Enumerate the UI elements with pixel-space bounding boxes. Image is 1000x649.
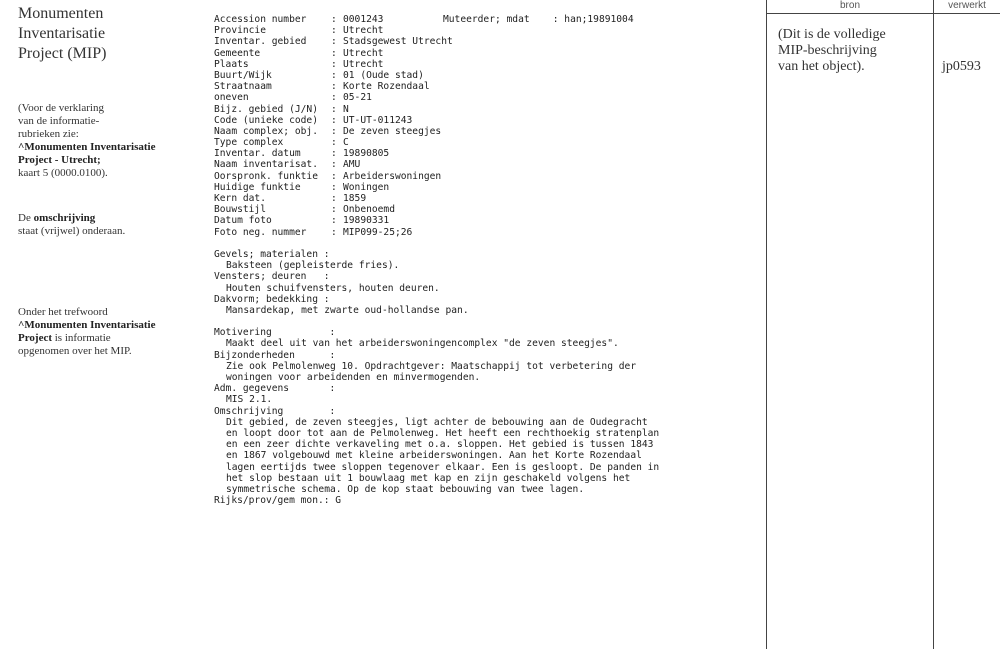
field-value: Onbenoemd [343,204,395,216]
page-title [18,4,208,64]
field-separator: : [331,159,343,171]
field-label: Huidige funktie [214,181,301,193]
field-label: Foto neg. nummer [214,226,307,238]
field-row [214,159,754,170]
field-label: Type complex [214,137,284,149]
section-heading: Gevels; materialen : [214,248,330,260]
monument-status: Rijks/prov/gem mon.: G [214,495,342,507]
header-rule [766,13,1000,14]
field-label: Datum foto [214,215,272,227]
field-separator: : [331,170,343,182]
section-heading: Vensters; deuren : [214,271,330,283]
section-heading: Omschrijving : [214,405,336,417]
section-text: MIS 2.1. [226,394,273,406]
field-value: 0001243 [343,14,384,25]
explanation-card: kaart 5 (0000.0100). [18,167,108,179]
field-label: Bijz. gebied (J/N) [214,103,318,115]
section-heading: Adm. gegevens : [214,383,336,395]
field-value: Utrecht [343,58,384,70]
verwerkt-header: verwerkt [948,0,986,11]
section-text: Mansardekap, met zwarte oud-hollandse pan. [226,304,469,316]
field-value: Woningen [343,181,390,193]
field-separator: : [331,114,343,126]
field-label: Kern dat. [214,193,266,204]
record-sections [214,249,754,495]
field-separator: : [331,137,343,149]
field-value: Arbeiderswoningen [343,170,442,182]
keyword-note-rest: is informatie opgenomen over het MIP. [18,332,132,357]
left-margin [18,4,208,357]
section-text: Dit gebied, de zeven steegjes, ligt achter de bebouwing aan de Oudegracht en loopt door tot aan de Pelmolenweg. Het heeft een rechthoekig stratenplan en een zeer dichte verkaveling met o.a. sloppen. Het gebied is tussen 1843 en 1867 volgebouwd met kleine arbeiderswoningen. Aan het Korte Rozendaal lagen eertijds twee sloppen tegenover elkaar. Een is gesloopt. De panden in het slop bestaan uit 1 bouwlaag met kap en zijn geschakeld volgens het symmetrische schema. Op de kop staat bebouwing van twee lagen. [226,416,660,496]
field-separator: : [331,58,343,70]
explanation-note [18,102,208,180]
field-separator: : [331,14,343,25]
field-row [214,126,754,137]
field-separator: : [331,125,343,137]
section-heading: Dakvorm; bedekking : [214,293,330,305]
field-separator: : [331,148,343,160]
column-divider [933,0,934,649]
field-value: C [343,137,349,149]
field-label: Gemeente [214,47,261,59]
field-value: 1859 [343,193,367,204]
field-separator: : [331,47,343,59]
field-separator: : [331,193,343,204]
field-value: 19890331 [343,215,390,227]
title-line: Project (MIP) [18,45,107,62]
field-separator: : [331,36,343,48]
field-separator: : [331,25,343,37]
column-divider [766,0,767,649]
section-gap [214,316,754,327]
accession-row [214,14,754,25]
keyword-note-pre: Onder het trefwoord [18,306,108,318]
field-separator: : [331,81,343,93]
field-separator: : [331,181,343,193]
mutator-field: Muteerder; mdat : han;19891004 [443,14,634,25]
field-row [214,204,754,215]
field-value: Korte Rozendaal [343,81,430,93]
monument-record [214,14,754,506]
field-row [214,115,754,126]
bron-text: (Dit is de volledige MIP-beschrijving van het object). [778,27,886,74]
keyword-note [18,306,208,358]
field-value: De zeven steegjes [343,125,442,137]
description-note-keyword: omschrijving [33,212,96,224]
field-separator: : [331,69,343,81]
field-separator: : [331,215,343,227]
field-value: 01 (Oude stad) [343,69,424,81]
field-label: Buurt/Wijk [214,69,272,81]
field-label: Inventar. gebied [214,36,307,48]
field-label: Code (unieke code) [214,114,318,126]
field-row [214,193,754,204]
field-value: AMU [343,159,361,171]
field-row [214,227,754,238]
field-value: N [343,103,349,115]
title-line: Monumenten [18,5,104,22]
field-label: Accession number [214,14,307,25]
description-note [18,212,208,238]
field-value: UT-UT-011243 [343,114,413,126]
keyword-note-keyword: ^Monumenten Inventarisatie Project [18,319,156,344]
field-label: Provincie [214,25,266,37]
field-row [214,215,754,226]
field-label: Naam complex; obj. [214,125,318,137]
field-separator: : [331,103,343,115]
field-label: Straatnaam [214,81,272,93]
field-label: Inventar. datum [214,148,301,160]
field-row [214,182,754,193]
field-value: 19890805 [343,148,390,160]
field-separator: : [331,226,343,238]
field-row [214,25,754,36]
field-row [214,104,754,115]
record-fields [214,25,754,238]
description-note-rest: staat (vrijwel) onderaan. [18,225,126,237]
section-heading: Motivering : [214,327,336,339]
field-row [214,48,754,59]
section-text: Maakt deel uit van het arbeiderswoningencomplex "de zeven steegjes". [226,338,619,350]
section-heading: Bijzonderheden : [214,349,336,361]
description-note-pre: De [18,212,34,224]
processing-columns [766,0,1000,649]
field-label: oneven [214,92,249,104]
field-value: Stadsgewest Utrecht [343,36,453,48]
section-text: Houten schuifvensters, houten deuren. [226,282,440,294]
field-row [214,171,754,182]
field-value: Utrecht [343,25,384,37]
field-row [214,81,754,92]
field-label: Oorspronk. funktie [214,170,318,182]
field-label: Naam inventarisat. [214,159,318,171]
field-row [214,92,754,103]
explanation-reference: ^Monumenten Inventarisatie Project - Utrecht; [18,141,156,166]
verwerkt-code: jp0593 [942,59,981,74]
section-text: Baksteen (gepleisterde fries). [226,260,400,272]
field-separator: : [331,92,343,104]
field-separator: : [331,204,343,216]
field-row [214,70,754,81]
field-value: 05-21 [343,92,372,104]
field-value: Utrecht [343,47,384,59]
field-value: MIP099-25;26 [343,226,413,238]
field-label: Bouwstijl [214,204,266,216]
title-line: Inventarisatie [18,25,106,42]
bron-header: bron [839,0,860,11]
field-row [214,59,754,70]
explanation-intro: (Voor de verklaring van de informatie- rubrieken zie: [18,102,104,140]
field-row [214,148,754,159]
field-row [214,137,754,148]
field-label: Plaats [214,58,249,70]
section-text: Zie ook Pelmolenweg 10. Opdrachtgever: Maatschappij tot verbetering der woningen voor arbeidenden en minvermogenden. [226,360,637,384]
field-row [214,36,754,47]
